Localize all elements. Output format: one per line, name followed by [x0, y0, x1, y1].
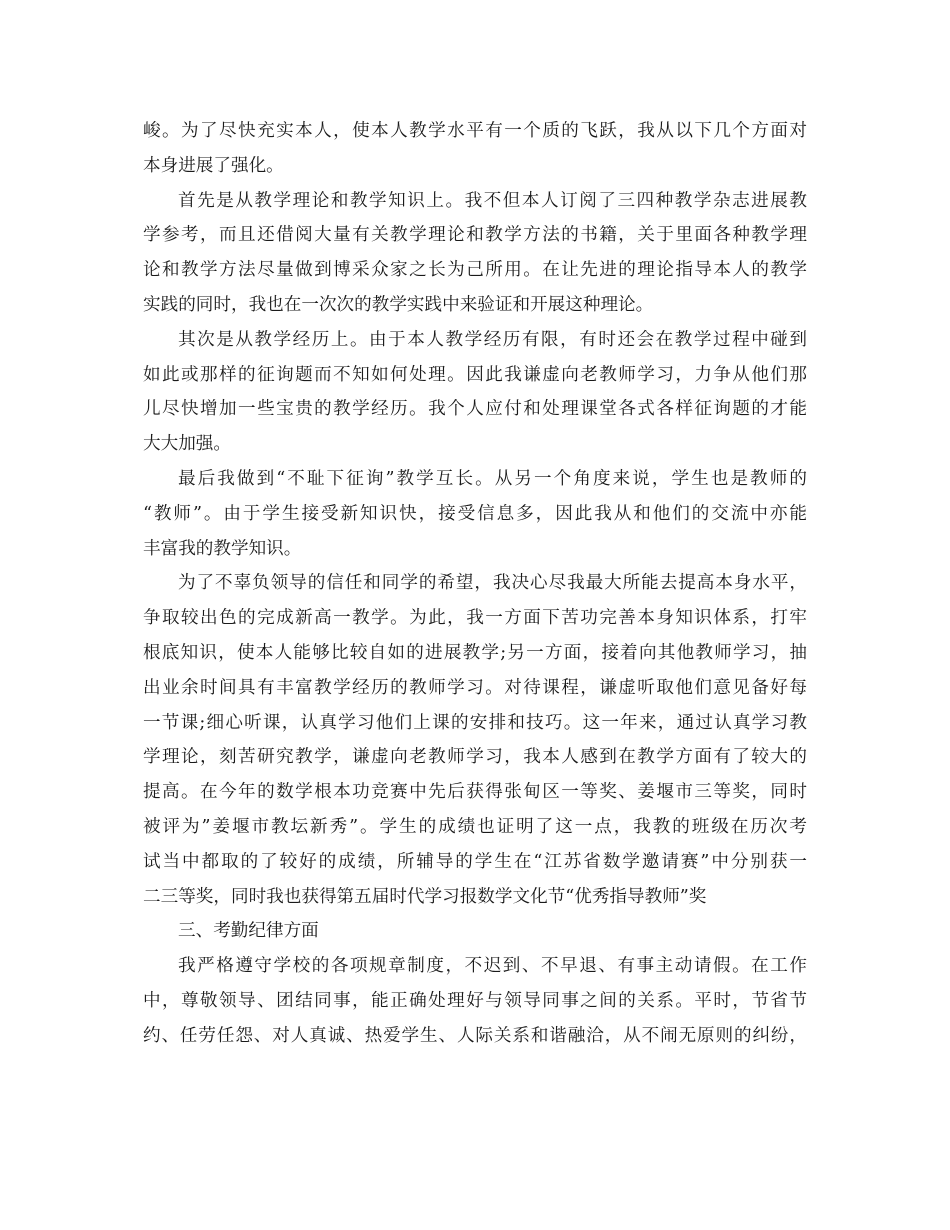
text-line: 约、任劳任怨、对人真诚、热爱学生、人际关系和谐融洽，从不闹无原则的纠纷，: [143, 1025, 807, 1046]
text-line: “教师”。由于学生接受新知识快，接受信息多，因此我从和他们的交流中亦能: [143, 503, 807, 524]
section-heading: 三、考勤纪律方面: [178, 921, 319, 942]
text-line: 提高。在今年的数学根本功竞赛中先后获得张甸区一等奖、姜堰市三等奖，同时: [143, 782, 807, 803]
text-line: 学理论，刻苦研究教学，谦虚向老教师学习，我本人感到在教学方面有了较大的: [143, 747, 807, 768]
text-line: 实践的同时，我也在一次次的教学实践中来验证和开展这种理论。: [143, 294, 654, 315]
text-line: 论和教学方法尽量做到博采众家之长为己所用。在让先进的理论指导本人的教学: [143, 260, 807, 281]
text-line: 如此或那样的征询题而不知如何处理。因此我谦虚向老教师学习，力争从他们那: [143, 364, 807, 385]
text-line: 最后我做到“不耻下征询”教学互长。从另一个角度来说，学生也是教师的: [178, 468, 807, 489]
text-line: 儿尽快增加一些宝贵的教学经历。我个人应付和处理课堂各式各样征询题的才能: [143, 399, 807, 420]
text-line: 我严格遵守学校的各项规章制度，不迟到、不早退、有事主动请假。在工作: [178, 956, 807, 977]
text-line: 为了不辜负领导的信任和同学的希望，我决心尽我最大所能去提高本身水平，: [178, 573, 807, 594]
text-line: 出业余时间具有丰富教学经历的教师学习。对待课程，谦虚听取他们意见备好每: [143, 677, 807, 698]
text-line: 其次是从教学经历上。由于本人教学经历有限，有时还会在教学过程中碰到: [178, 329, 807, 350]
text-line: 根底知识，使本人能够比较自如的进展教学;另一方面，接着向其他教师学习，抽: [143, 642, 807, 663]
text-line: 争取较出色的完成新高一教学。为此，我一方面下苦功完善本身知识体系，打牢: [143, 608, 807, 629]
text-line: 被评为”姜堰市教坛新秀”。学生的成绩也证明了这一点，我教的班级在历次考: [143, 816, 807, 837]
text-line: 中，尊敬领导、团结同事，能正确处理好与领导同事之间的关系。平时，节省节: [143, 990, 807, 1011]
text-line: 丰富我的教学知识。: [143, 538, 302, 559]
text-line: 首先是从教学理论和教学知识上。我不但本人订阅了三四种教学杂志进展教: [178, 190, 807, 211]
text-line: 学参考，而且还借阅大量有关教学理论和教学方法的书籍，关于里面各种教学理: [143, 225, 807, 246]
text-line: 试当中都取的了较好的成绩，所辅导的学生在“江苏省数学邀请赛”中分别获一: [143, 851, 807, 872]
text-line: 二三等奖，同时我也获得第五届时代学习报数学文化节“优秀指导教师”奖: [143, 886, 707, 907]
text-line: 峻。为了尽快充实本人，使本人教学水平有一个质的飞跃，我从以下几个方面对: [143, 121, 807, 141]
text-line: 大大加强。: [143, 434, 231, 455]
text-line: 本身进展了强化。: [143, 155, 284, 176]
document-body: [143, 114, 807, 1054]
text-line: 一节课;细心听课，认真学习他们上课的安排和技巧。这一年来，通过认真学习教: [143, 712, 807, 733]
